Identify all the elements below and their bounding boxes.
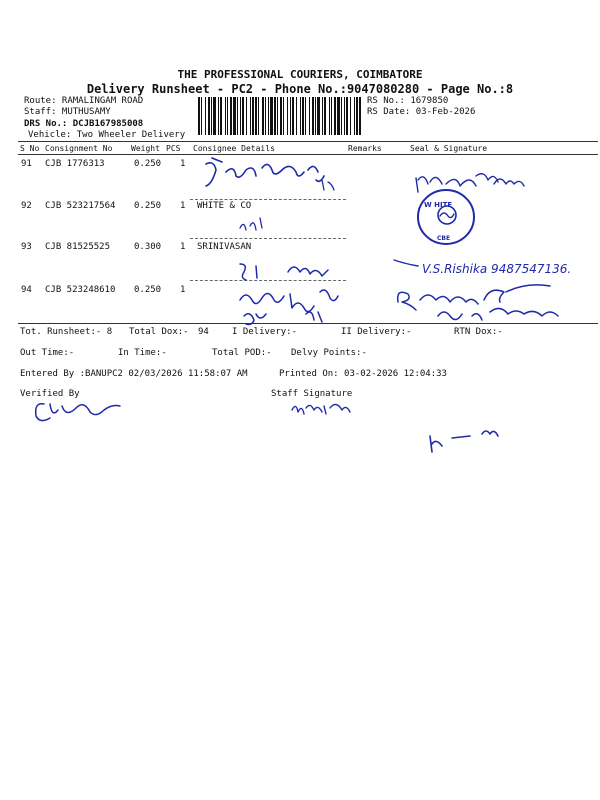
row-weight: 0.250	[134, 285, 162, 295]
barcode-bar	[296, 97, 297, 135]
barcode-bar	[356, 97, 358, 135]
printed-on: Printed On: 03-02-2026 12:04:33	[279, 369, 447, 379]
row-pcs: 1	[180, 285, 186, 295]
barcode-bar	[280, 97, 282, 135]
total-runsheet: Tot. Runsheet:- 8	[20, 327, 113, 337]
row-consignment: CJB 1776313	[45, 159, 105, 169]
delvy-points: Delvy Points:-	[291, 348, 367, 358]
col-header-weight: Weight	[131, 144, 160, 153]
barcode-bar	[213, 97, 216, 135]
barcode-bar	[346, 97, 348, 135]
verified-signature	[30, 396, 130, 426]
staff-label: Staff: MUTHUSAMY	[24, 107, 111, 117]
barcode-bar	[250, 97, 251, 135]
vehicle-label: Vehicle: Two Wheeler Delivery	[28, 130, 186, 140]
col-header-sno: S No	[20, 144, 40, 153]
barcode-bar	[309, 97, 310, 135]
barcode-bar	[258, 97, 259, 135]
barcode-bar	[354, 97, 355, 135]
verified-by: Verified By	[20, 389, 80, 399]
barcode-bar	[262, 97, 264, 135]
barcode-bar	[274, 97, 276, 135]
barcode-bar	[350, 97, 351, 135]
staff-signature	[288, 394, 358, 420]
barcode-bar	[331, 97, 332, 135]
barcode-bar	[218, 97, 219, 135]
col-header-remarks: Remarks	[348, 144, 382, 153]
i-delivery: I Delivery:-	[232, 327, 298, 337]
row-line	[190, 199, 346, 200]
barcode-bar	[255, 97, 257, 135]
col-header-consignment: Consignment No	[45, 144, 113, 153]
handwritten-signature	[394, 282, 594, 332]
drs-number: DRS No.: DCJB167985008	[24, 119, 144, 129]
barcode-bar	[324, 97, 326, 135]
barcode-bar	[305, 97, 306, 135]
barcode-bar	[237, 97, 238, 135]
barcode-bar	[225, 97, 226, 135]
barcode-bar	[300, 97, 301, 135]
receiver-note-text: V.S.Rishika 9487547136.	[422, 262, 572, 276]
barcode-bar	[208, 97, 210, 135]
row-consignment: CJB 81525525	[45, 242, 111, 252]
total-dox-value: 94	[198, 327, 209, 337]
barcode-bar	[246, 97, 247, 135]
barcode-bar	[277, 97, 278, 135]
row-consignment: CJB 523217564	[45, 201, 116, 211]
barcode-bar	[341, 97, 342, 135]
barcode-bar	[265, 97, 266, 135]
ii-delivery: II Delivery:-	[341, 327, 412, 337]
handwritten-signature	[200, 150, 350, 198]
svg-text:W HITE: W HITE	[424, 201, 453, 209]
staff-signature-label: Staff Signature	[271, 389, 353, 399]
total-pod: Total POD:-	[212, 348, 272, 358]
barcode-bar	[334, 97, 336, 135]
barcode-bar	[329, 97, 330, 135]
row-weight: 0.250	[134, 201, 162, 211]
company-title: THE PROFESSIONAL COURIERS, COIMBATORE	[177, 68, 423, 81]
handwritten-signature	[234, 286, 354, 330]
rs-number: RS No.: 1679850	[367, 96, 449, 106]
rs-date: RS Date: 03-Feb-2026	[367, 107, 476, 117]
barcode-bar	[283, 97, 284, 135]
barcode-bar	[233, 97, 236, 135]
row-consignee: WHITE & CO	[197, 201, 252, 211]
barcode-bar	[240, 97, 241, 135]
col-header-pcs: PCS	[166, 144, 181, 153]
barcode-bar	[227, 97, 228, 135]
row-pcs: 1	[180, 201, 186, 211]
divider	[18, 141, 598, 142]
barcode-bar	[359, 97, 361, 135]
barcode-bar	[230, 97, 232, 135]
row-consignment: CJB 523248610	[45, 285, 116, 295]
barcode-bar	[312, 97, 314, 135]
handwritten-mark	[426, 424, 506, 460]
barcode-bar	[317, 97, 320, 135]
col-header-seal: Seal & Signature	[410, 144, 488, 153]
route-label: Route: RAMALINGAM ROAD	[24, 96, 144, 106]
barcode-bar	[252, 97, 254, 135]
barcode-bar	[337, 97, 340, 135]
barcode-bar	[242, 97, 244, 135]
in-time: In Time:-	[118, 348, 167, 358]
barcode-bar	[270, 97, 273, 135]
out-time: Out Time:-	[20, 348, 75, 358]
barcode-bar	[302, 97, 304, 135]
barcode-bar	[290, 97, 291, 135]
entered-by: Entered By :BANUPC2 02/03/2026 11:58:07 AM	[20, 369, 248, 379]
barcode-bar	[205, 97, 206, 135]
total-dox-label: Total Dox:-	[129, 327, 189, 337]
runsheet-subtitle: Delivery Runsheet - PC2 - Phone No.:9047080280 - Page No.:8	[86, 82, 514, 96]
barcode	[198, 97, 363, 137]
barcode-bar	[344, 97, 345, 135]
barcode-bar	[201, 97, 202, 135]
rtn-dox: RTN Dox:-	[454, 327, 503, 337]
row-sno: 93	[21, 242, 32, 252]
barcode-bar	[292, 97, 294, 135]
row-sno: 94	[21, 285, 32, 295]
row-pcs: 1	[180, 242, 186, 252]
barcode-bar	[315, 97, 316, 135]
row-weight: 0.300	[134, 242, 162, 252]
barcode-bar	[198, 97, 200, 135]
row-sno: 92	[21, 201, 32, 211]
handwritten-receiver-note	[392, 254, 592, 282]
row-consignee: SRINIVASAN	[197, 242, 252, 252]
row-pcs: 1	[180, 159, 186, 169]
handwritten-signature	[234, 258, 344, 282]
svg-text:CBE: CBE	[437, 235, 451, 242]
barcode-bar	[268, 97, 269, 135]
row-sno: 91	[21, 159, 32, 169]
row-weight: 0.250	[134, 159, 162, 169]
barcode-bar	[211, 97, 212, 135]
company-stamp	[412, 185, 482, 251]
barcode-bar	[220, 97, 222, 135]
handwritten-mark	[236, 214, 276, 234]
barcode-bar	[322, 97, 323, 135]
col-header-consignee: Consignee Details	[193, 144, 275, 153]
row-line	[190, 238, 346, 239]
barcode-bar	[287, 97, 288, 135]
